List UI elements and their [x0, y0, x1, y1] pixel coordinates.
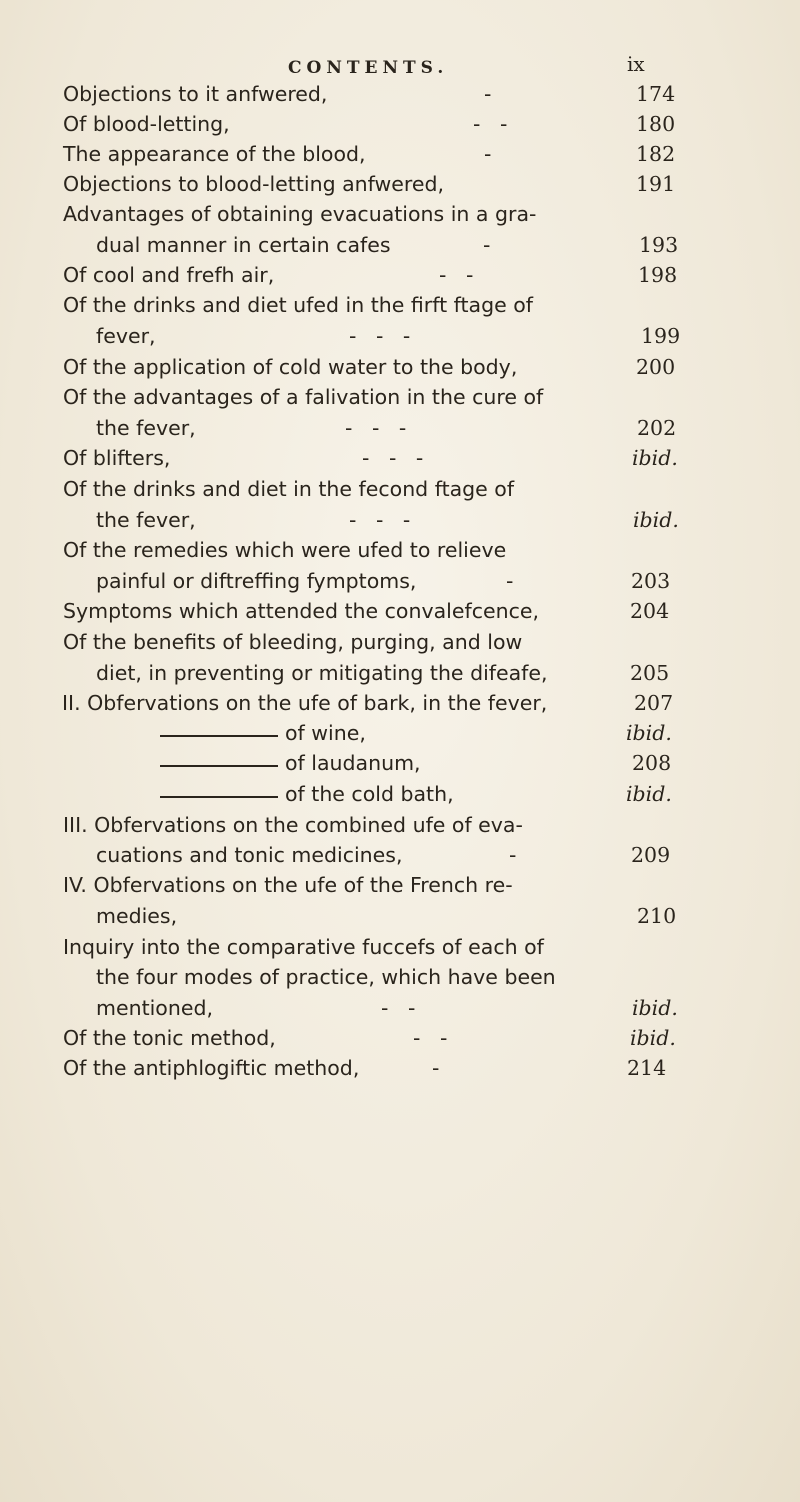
toc-entry-title: cuations and tonic medicines,	[96, 843, 403, 867]
header-title: CONTENTS.	[288, 58, 449, 78]
toc-entry-page: ibid.	[630, 1026, 676, 1050]
page-number: ix	[627, 52, 645, 76]
toc-entry-title: Objections to it anfwered,	[63, 82, 328, 106]
leader-dashes: - -	[381, 996, 416, 1020]
leader-dashes: - - -	[362, 446, 424, 470]
toc-entry-title: Of the drinks and diet ufed in the firft ftage of	[63, 293, 534, 317]
toc-entry	[63, 1056, 760, 1088]
toc-entry-page: ibid.	[626, 782, 672, 806]
leader-dashes: - -	[413, 1026, 448, 1050]
toc-entry-page: 208	[632, 751, 672, 775]
toc-entry	[63, 873, 760, 905]
toc-entry-title: diet, in preventing or mitigating the difeafe,	[96, 661, 548, 685]
toc-entry	[63, 263, 760, 295]
toc-entry-title: medies,	[96, 904, 178, 928]
leader-dashes: - - -	[349, 324, 411, 348]
toc-entry-title: Of the drinks and diet in the fecond ftage of	[63, 477, 515, 501]
toc-entry-title: Of the tonic method,	[63, 1026, 276, 1050]
toc-entry-title: Of the advantages of a falivation in the cure of	[63, 385, 544, 409]
toc-entry	[96, 233, 760, 265]
leader-dashes: -	[484, 142, 492, 166]
toc-entry-title: Inquiry into the comparative fuccefs of each of	[63, 935, 544, 959]
toc-entry-title: Of the remedies which were ufed to relieve	[63, 538, 507, 562]
toc-entry	[285, 721, 760, 753]
toc-entry-title: Of the application of cold water to the body,	[63, 355, 518, 379]
toc-entry-page: ibid.	[632, 446, 678, 470]
toc-entry-page: 209	[631, 843, 671, 867]
leader-dashes: -	[506, 569, 514, 593]
leader-dashes: -	[483, 233, 491, 257]
toc-entry-title: Of cool and frefh air,	[63, 263, 275, 287]
toc-entry-page: 200	[636, 355, 676, 379]
toc-entry-title: Advantages of obtaining evacuations in a gra-	[63, 202, 537, 226]
leader-dashes: -	[509, 843, 517, 867]
toc-entry	[96, 508, 760, 540]
toc-entry-title: Symptoms which attended the convalefcence,	[63, 599, 539, 623]
toc-entry	[96, 416, 760, 448]
toc-entry-page: 210	[637, 904, 677, 928]
toc-entry	[63, 935, 760, 967]
toc-entry	[63, 599, 760, 631]
toc-entry-page: 180	[636, 112, 676, 136]
toc-entry	[63, 112, 760, 144]
toc-entry	[63, 82, 760, 114]
toc-entry-title: II. Obfervations on the ufe of bark, in the fever,	[62, 691, 548, 715]
toc-entry-page: 174	[636, 82, 676, 106]
ditto-rule	[160, 765, 278, 767]
toc-entry-title: Of the benefits of bleeding, purging, and low	[63, 630, 523, 654]
leader-dashes: - -	[473, 112, 508, 136]
toc-entry-page: 182	[636, 142, 676, 166]
toc-entry-page: 202	[637, 416, 677, 440]
toc-entry-page: 207	[634, 691, 674, 715]
toc-entry	[63, 142, 760, 174]
toc-entry	[96, 661, 760, 693]
toc-entry-title: Objections to blood-letting anfwered,	[63, 172, 445, 196]
toc-entry-page: 191	[636, 172, 676, 196]
toc-entry	[96, 904, 760, 936]
toc-entry-title: the fever,	[96, 416, 196, 440]
toc-entry-title: III. Obfervations on the combined ufe of eva-	[63, 813, 523, 837]
toc-entry	[63, 477, 760, 509]
toc-entry-title: The appearance of the blood,	[63, 142, 366, 166]
toc-entry-title: fever,	[96, 324, 156, 348]
leader-dashes: - -	[439, 263, 474, 287]
toc-entry-title: mentioned,	[96, 996, 213, 1020]
toc-entry-title: the four modes of practice, which have been	[96, 965, 556, 989]
toc-entry-page: 204	[630, 599, 670, 623]
leader-dashes: -	[432, 1056, 440, 1080]
leader-dashes: - - -	[345, 416, 407, 440]
toc-entry	[96, 843, 760, 875]
toc-entry	[285, 782, 760, 814]
toc-entry	[63, 172, 760, 204]
toc-entry	[63, 202, 760, 234]
toc-entry-page: ibid.	[626, 721, 672, 745]
toc-entry	[62, 691, 760, 723]
toc-entry-title: Of blifters,	[63, 446, 171, 470]
toc-entry-title: of laudanum,	[285, 751, 421, 775]
leader-dashes: - - -	[349, 508, 411, 532]
toc-entry	[63, 446, 760, 478]
toc-entry	[63, 293, 760, 325]
toc-entry-title: the fever,	[96, 508, 196, 532]
toc-entry-page: 205	[630, 661, 670, 685]
toc-entry-title: Of the antiphlogiftic method,	[63, 1056, 360, 1080]
toc-entry-page: ibid.	[632, 996, 678, 1020]
toc-entry-page: 193	[639, 233, 679, 257]
toc-entry	[63, 355, 760, 387]
toc-entry	[63, 630, 760, 662]
toc-entry-title: painful or diftreffing fymptoms,	[96, 569, 417, 593]
toc-entry-page: 198	[638, 263, 678, 287]
toc-entry-title: IV. Obfervations on the ufe of the French re-	[63, 873, 513, 897]
toc-entry	[96, 996, 760, 1028]
ditto-rule	[160, 796, 278, 798]
toc-entry	[96, 569, 760, 601]
toc-entry-title: dual manner in certain cafes	[96, 233, 391, 257]
toc-entry-page: 214	[627, 1056, 667, 1080]
toc-entry	[63, 538, 760, 570]
toc-entry-title: of the cold bath,	[285, 782, 454, 806]
toc-entry	[285, 751, 760, 783]
toc-entry	[63, 813, 760, 845]
leader-dashes: -	[484, 82, 492, 106]
toc-entry	[63, 385, 760, 417]
toc-entry-page: ibid.	[633, 508, 679, 532]
toc-entry-title: of wine,	[285, 721, 366, 745]
toc-entry-title: Of blood-letting,	[63, 112, 230, 136]
toc-entry-page: 199	[641, 324, 681, 348]
toc-entry	[96, 324, 760, 356]
toc-entry-page: 203	[631, 569, 671, 593]
ditto-rule	[160, 735, 278, 737]
toc-entry	[96, 965, 760, 997]
toc-entry	[63, 1026, 760, 1058]
